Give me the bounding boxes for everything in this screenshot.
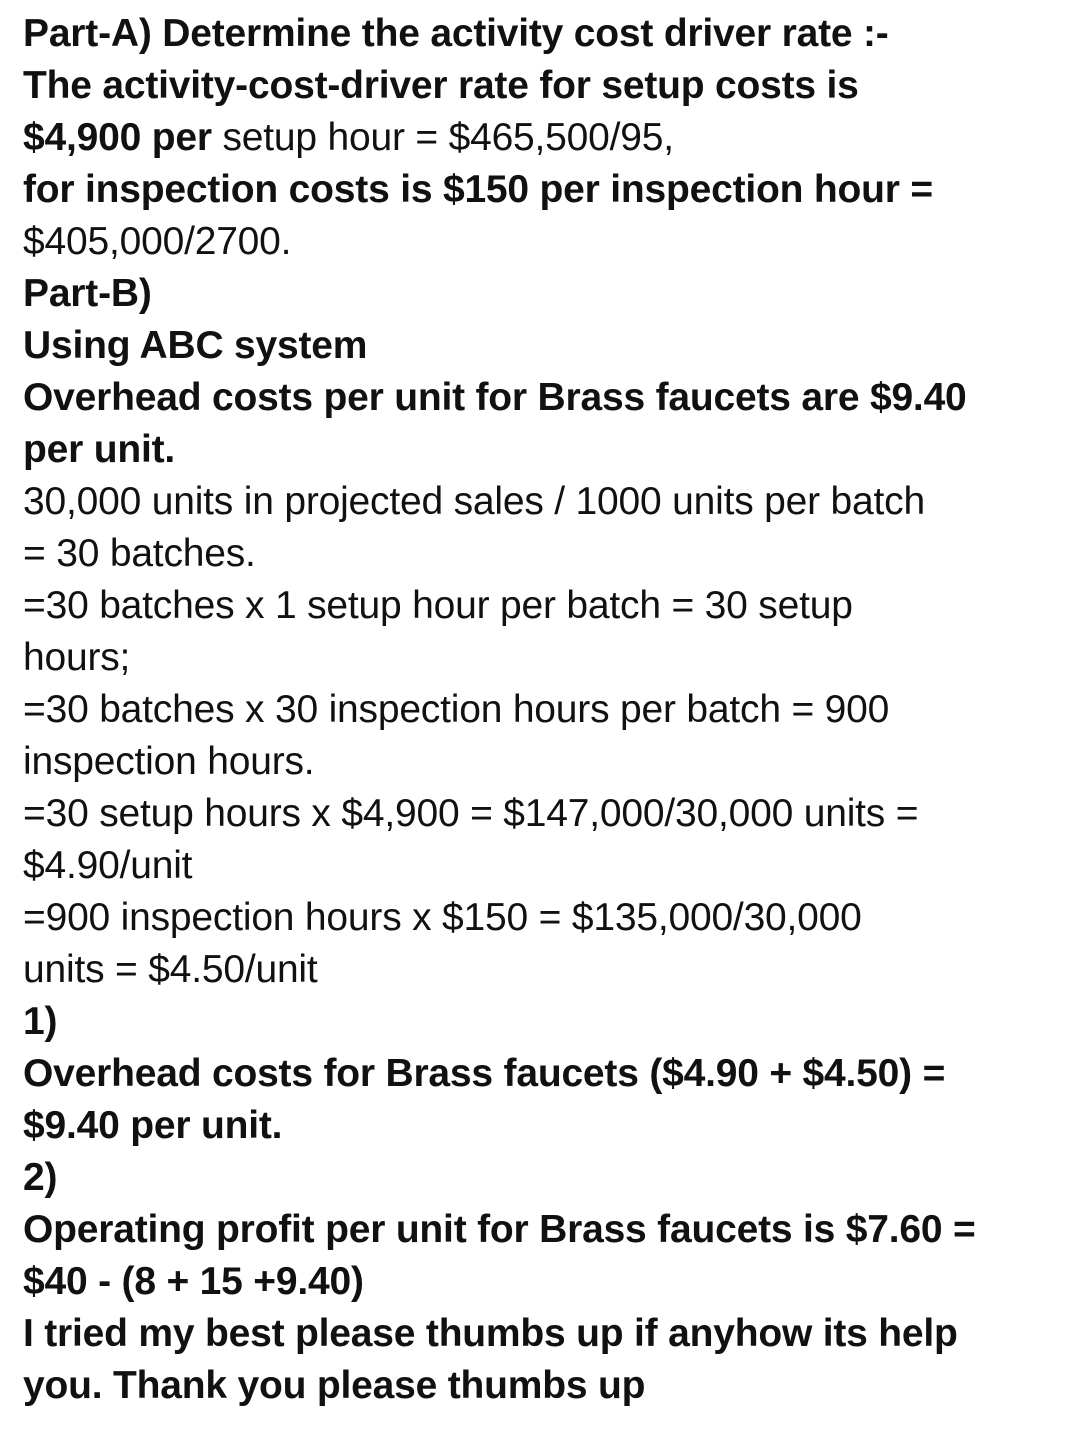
item-2-line-2: $40 - (8 + 15 +9.40) — [23, 1260, 364, 1303]
calc-batches-line-2: = 30 batches. — [23, 532, 256, 575]
calc-setup-cost-line-2: $4.90/unit — [23, 844, 193, 887]
item-1-line-2: $9.40 per unit. — [23, 1104, 283, 1147]
part-b-system: Using ABC system — [23, 324, 368, 367]
closing-line-2: you. Thank you please thumbs up — [23, 1364, 646, 1407]
part-b-overhead-line-2: per unit. — [23, 428, 176, 471]
part-a-line-3: for inspection costs is $150 per inspection hour = — [23, 168, 933, 211]
setup-rate-bold: $4,900 per — [23, 116, 212, 159]
part-a-line-1: The activity-cost-driver rate for setup costs is — [23, 64, 859, 107]
part-a-line-4: $405,000/2700. — [23, 220, 292, 263]
item-2-number: 2) — [23, 1156, 58, 1199]
part-a-line-2 — [23, 112, 1062, 164]
item-2-line-1: Operating profit per unit for Brass faucets is $7.60 = — [23, 1208, 976, 1251]
part-b-heading: Part-B) — [23, 272, 152, 315]
part-a-heading: Part-A) Determine the activity cost driver rate :- — [23, 12, 889, 55]
closing-line-1: I tried my best please thumbs up if anyhow its help — [23, 1312, 958, 1355]
calc-setup-line-2: hours; — [23, 636, 131, 679]
setup-rate-formula: setup hour = $465,500/95, — [211, 116, 674, 159]
calc-batches-line-1: 30,000 units in projected sales / 1000 units per batch — [23, 480, 925, 523]
calc-inspection-line-1: =30 batches x 30 inspection hours per batch = 900 — [23, 688, 890, 731]
calc-setup-line-1: =30 batches x 1 setup hour per batch = 30 setup — [23, 584, 853, 627]
calc-inspection-cost-line-2: units = $4.50/unit — [23, 948, 318, 991]
item-1-line-1: Overhead costs for Brass faucets ($4.90 + $4.50) = — [23, 1052, 946, 1095]
calc-setup-cost-line-1: =30 setup hours x $4,900 = $147,000/30,000 units = — [23, 792, 919, 835]
calc-inspection-line-2: inspection hours. — [23, 740, 315, 783]
calc-inspection-cost-line-1: =900 inspection hours x $150 = $135,000/30,000 — [23, 896, 862, 939]
item-1-number: 1) — [23, 1000, 58, 1043]
part-b-overhead-line-1: Overhead costs per unit for Brass faucets are $9.40 — [23, 376, 967, 419]
